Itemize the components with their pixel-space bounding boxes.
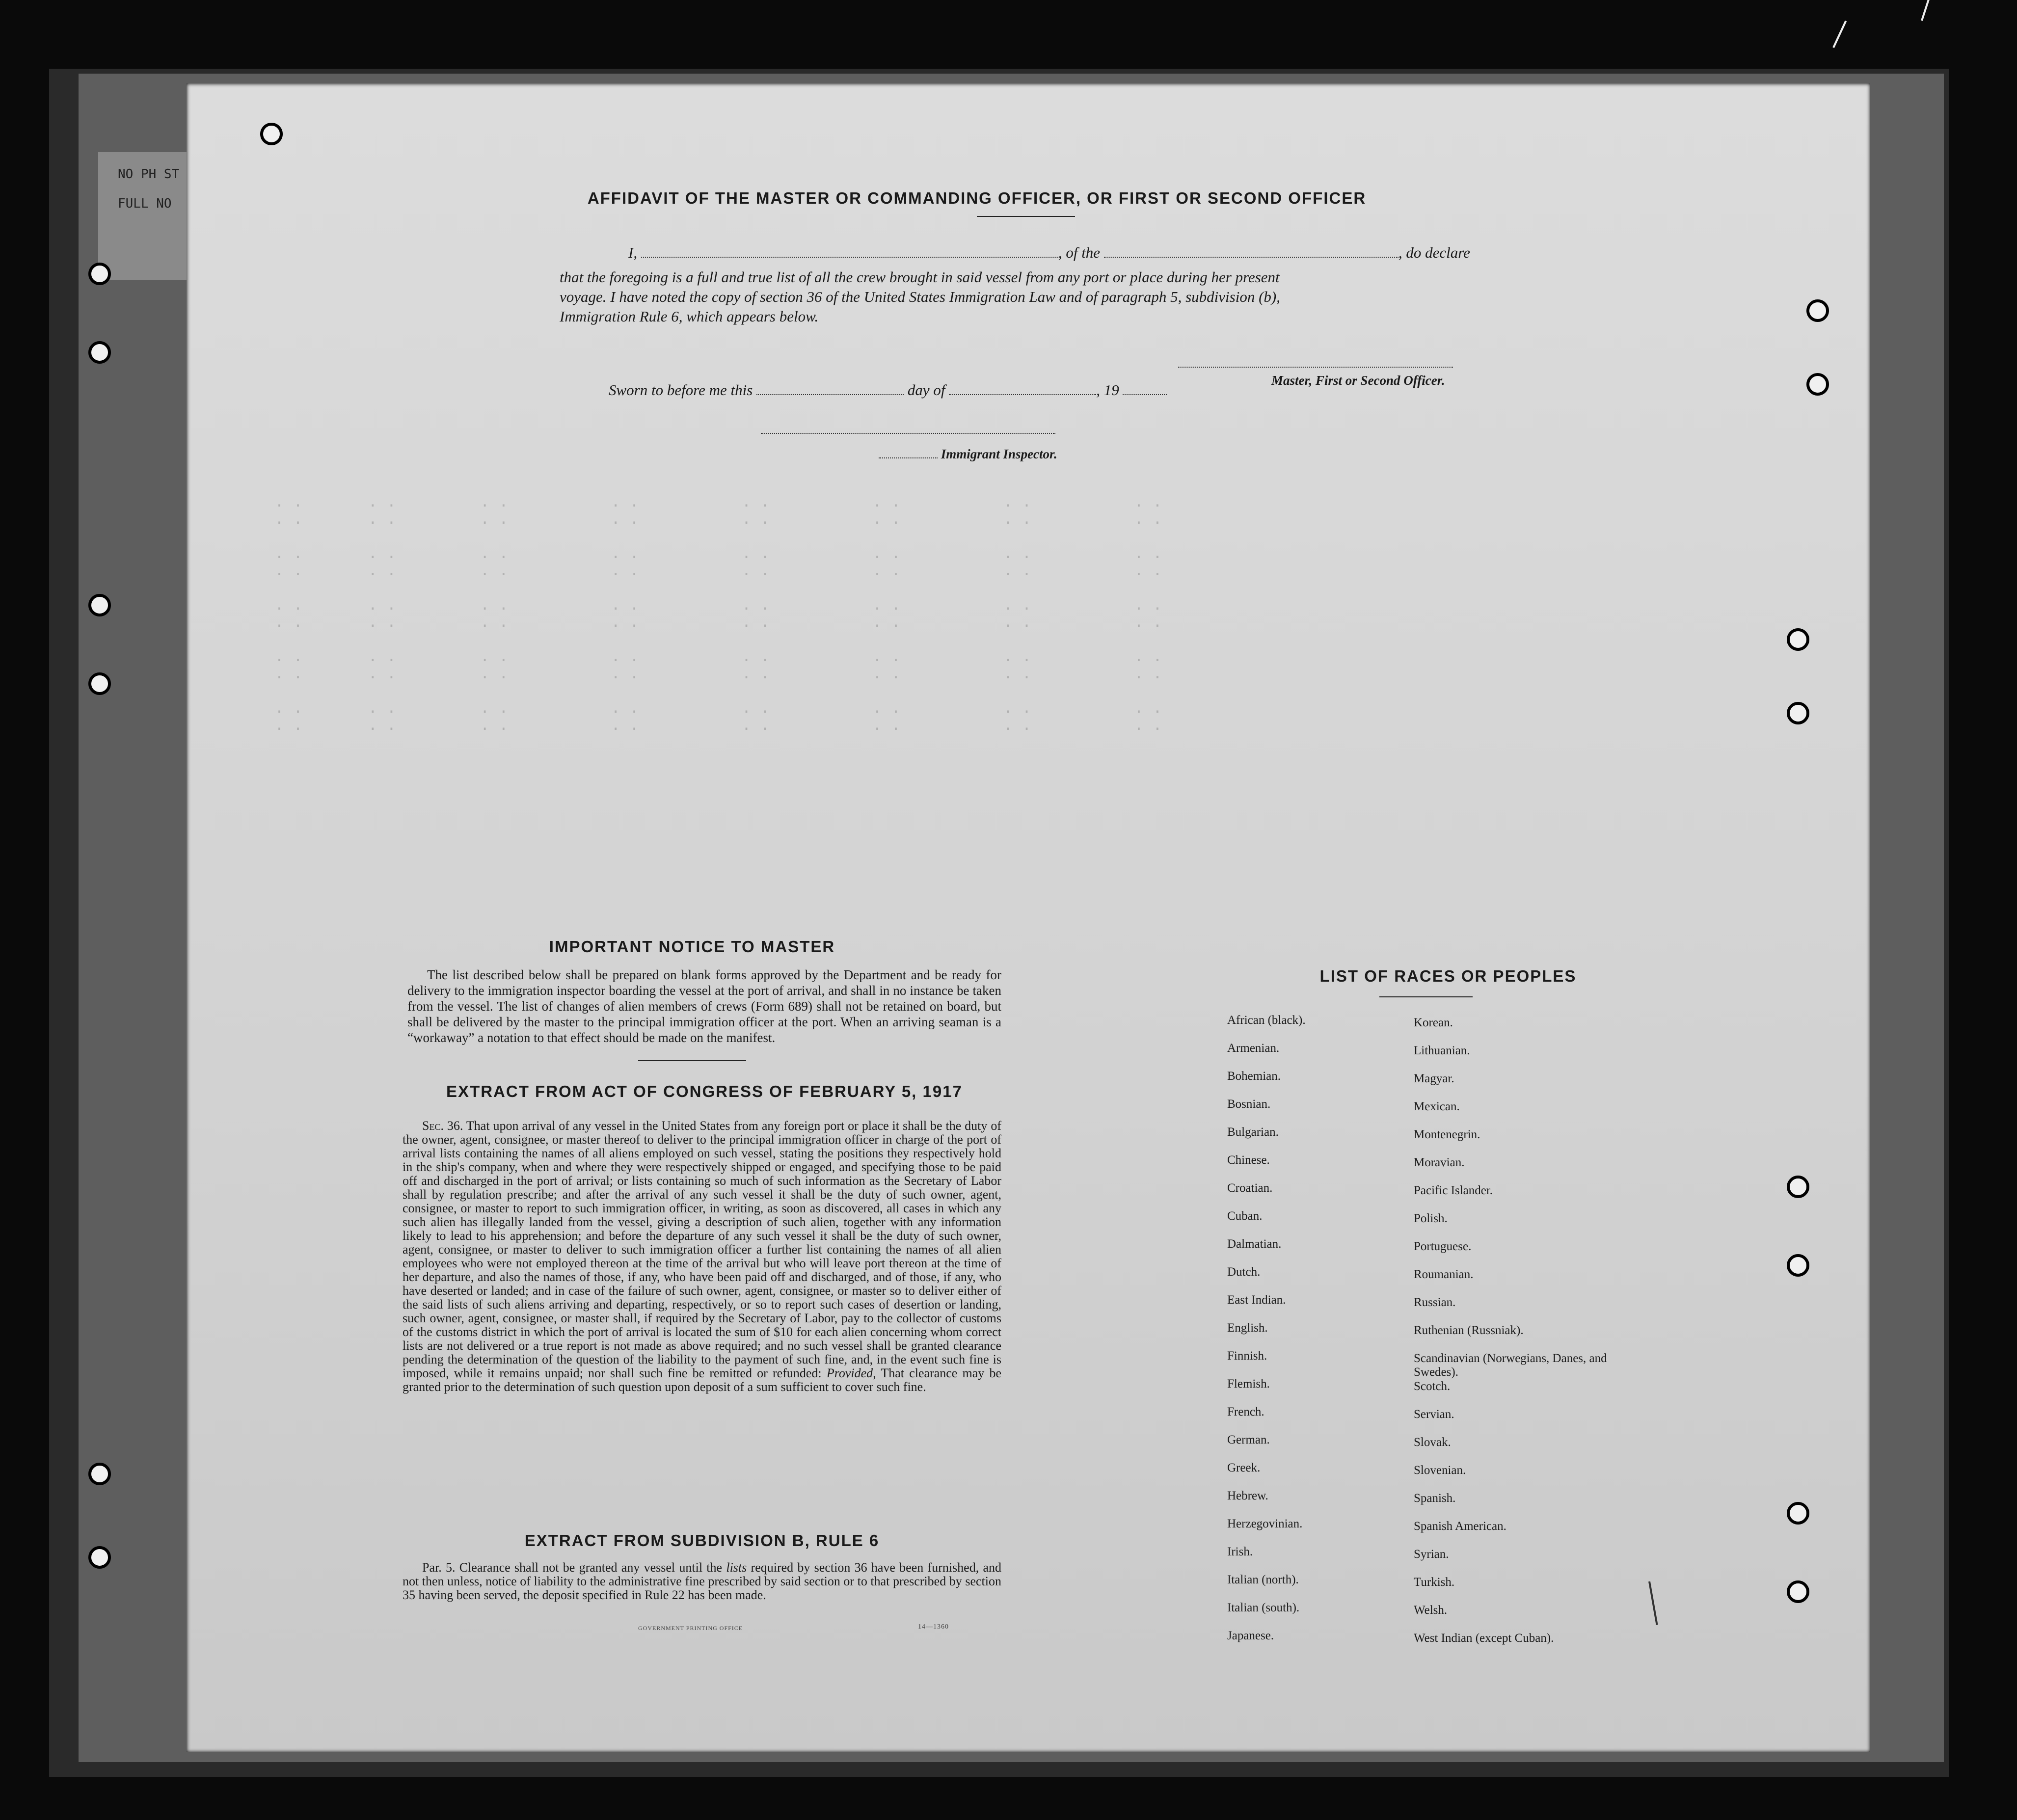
rule-title: EXTRACT FROM SUBDIVISION B, RULE 6 <box>524 1531 880 1550</box>
race-left-item: Cuban. <box>1227 1209 1263 1223</box>
race-right-item: Lithuanian. <box>1414 1044 1470 1057</box>
page-hole <box>1787 628 1809 651</box>
inspector-blank <box>879 447 938 458</box>
race-right-item: Pacific Islander. <box>1414 1184 1493 1197</box>
page-hole <box>1787 1176 1809 1198</box>
inspector-line <box>879 444 1057 464</box>
inspector-signature-line <box>761 432 1055 434</box>
race-right-item: Russian. <box>1414 1296 1456 1309</box>
page-hole <box>260 123 283 145</box>
race-left-item: Greek. <box>1227 1461 1261 1474</box>
binder-hole <box>88 263 111 285</box>
lists-word: lists <box>726 1560 747 1575</box>
race-right-item: Servian. <box>1414 1408 1454 1421</box>
page-hole <box>1787 1254 1809 1277</box>
binder-hole <box>88 594 111 616</box>
act-text <box>403 1119 1001 1394</box>
race-right-item: Roumanian. <box>1414 1268 1474 1281</box>
race-left-item: German. <box>1227 1433 1270 1446</box>
day-of-label: day of <box>907 381 945 399</box>
act-title: EXTRACT FROM ACT OF CONGRESS OF FEBRUARY 5, 1917 <box>446 1082 963 1100</box>
affidavit-line-1 <box>589 243 1679 263</box>
race-left-item: Japanese. <box>1227 1629 1274 1642</box>
races-right-column <box>1414 1016 1625 1659</box>
sworn-day-blank <box>756 383 904 395</box>
page-hole <box>1806 299 1829 322</box>
race-left-item: Croatian. <box>1227 1181 1273 1195</box>
form-number: 14—1360 <box>918 1623 949 1631</box>
race-right-item: Portuguese. <box>1414 1240 1472 1253</box>
inspector-label: Immigrant Inspector. <box>941 447 1057 461</box>
vessel-name-blank <box>1104 246 1398 258</box>
binder-hole <box>88 1463 111 1485</box>
sec-label: Sec. 36. <box>422 1119 463 1133</box>
manifest-back-page <box>187 83 1870 1752</box>
race-left-item: Bulgarian. <box>1227 1125 1279 1139</box>
affidavit-line-2: that the foregoing is a full and true list of all the crew brought in said vessel from any port or place during her present <box>560 268 1280 286</box>
rule-text <box>403 1561 1001 1602</box>
pencil-mark <box>1648 1581 1658 1625</box>
race-left-item: East Indian. <box>1227 1293 1286 1307</box>
race-left-item: Bohemian. <box>1227 1070 1281 1083</box>
tab-label-2: FULL NO <box>118 196 172 211</box>
race-right-item: Polish. <box>1414 1212 1448 1225</box>
race-right-item: Turkish. <box>1414 1576 1455 1589</box>
races-left-column <box>1227 1014 1414 1657</box>
printer-imprint: GOVERNMENT PRINTING OFFICE <box>638 1625 743 1632</box>
race-left-item: Italian (south). <box>1227 1601 1300 1614</box>
race-right-item: Moravian. <box>1414 1156 1465 1169</box>
page-hole <box>1787 702 1809 724</box>
affidavit-title: AFFIDAVIT OF THE MASTER OR COMMANDING OFFICER, OR FIRST OR SECOND OFFICER <box>587 189 1367 207</box>
race-right-item: Welsh. <box>1414 1604 1448 1617</box>
race-left-item: English. <box>1227 1321 1268 1335</box>
race-right-item: Scandinavian (Norwegians, Danes, and Swedes). <box>1414 1352 1607 1379</box>
race-left-item: Dalmatian. <box>1227 1237 1282 1251</box>
do-declare-label: , do declare <box>1398 244 1470 261</box>
race-right-item: Spanish American. <box>1414 1520 1506 1533</box>
sworn-label: Sworn to before me this <box>609 381 753 399</box>
rule-body-start: Par. 5. Clearance shall not be granted any vessel until the <box>422 1560 723 1575</box>
races-title: LIST OF RACES OR PEOPLES <box>1319 967 1577 985</box>
provided-label: Provided, <box>826 1366 876 1380</box>
binder-hole <box>88 672 111 695</box>
race-right-item: Syrian. <box>1414 1548 1449 1561</box>
race-left-item: African (black). <box>1227 1014 1306 1027</box>
race-left-item: Herzegovinian. <box>1227 1517 1303 1530</box>
page-hole <box>1806 373 1829 396</box>
notice-rule <box>638 1060 746 1061</box>
race-right-item: Spanish. <box>1414 1492 1456 1505</box>
race-left-item: Finnish. <box>1227 1349 1267 1363</box>
year-prefix: , 19 <box>1096 381 1119 399</box>
bleed-through: .. .. .. .. .. .. .. .. .. .. .. .. .. .. .. .. .. .. .. .. .. .. .. .. .. .. .. .. .. .. .. .. .. .. .. .. .. .. .. .. .. .. .. .. .. .. .. .. .. .. .. .. .. .. .. .. .. .. .. .. .. .. .. .. .. .. .. .. .. .. .. .. .. .. .. .. .. .. .. .. <box>275 493 1172 734</box>
race-right-item: Ruthenian (Russniak). <box>1414 1324 1524 1337</box>
race-right-item: Montenegrin. <box>1414 1128 1480 1141</box>
races-title-rule <box>1379 996 1473 997</box>
race-right-item: West Indian (except Cuban). <box>1414 1632 1554 1645</box>
affidavit-title-rule <box>977 216 1075 217</box>
race-left-item: Bosnian. <box>1227 1097 1271 1111</box>
film-scratch <box>1832 21 1847 48</box>
master-signature-label: Master, First or Second Officer. <box>1271 373 1445 388</box>
sworn-line <box>609 380 1296 400</box>
race-left-item: Armenian. <box>1227 1042 1280 1055</box>
race-left-item: Italian (north). <box>1227 1573 1299 1586</box>
affidavit-line-4: Immigration Rule 6, which appears below. <box>560 308 819 325</box>
act-body-end: That clearance may be granted prior to the determination of such question upon deposit of a sum sufficient to cover such fine. <box>403 1366 1002 1394</box>
affidavit-line-3: voyage. I have noted the copy of section 36 of the United States Immigration Law and of paragraph 5, subdivision (b), <box>560 288 1280 305</box>
race-left-item: Irish. <box>1227 1545 1253 1558</box>
race-right-item: Mexican. <box>1414 1100 1460 1113</box>
officer-name-blank <box>641 246 1058 258</box>
page-hole <box>1787 1580 1809 1603</box>
tab-label-1: NO PH ST <box>118 167 180 182</box>
rule-body-end: required by section 36 have been furnished, and not then unless, notice of liability to the administrative fine prescribed by said section or to that prescribed by section 35 having been served, the deposit specified in Rule 22 has been made. <box>403 1560 1002 1602</box>
of-the-label: , of the <box>1058 244 1101 261</box>
i-label: I, <box>628 244 638 261</box>
race-right-item: Korean. <box>1414 1016 1453 1029</box>
race-left-item: Dutch. <box>1227 1265 1261 1279</box>
race-left-item: Flemish. <box>1227 1377 1270 1391</box>
race-right-item: Slovenian. <box>1414 1464 1466 1477</box>
race-right-item: Scotch. <box>1414 1380 1451 1393</box>
binder-hole <box>88 341 111 364</box>
race-left-item: Hebrew. <box>1227 1489 1268 1502</box>
sworn-year-blank <box>1123 383 1167 395</box>
notice-text: The list described below shall be prepared on blank forms approved by the Department and be ready for delivery to the immigration inspector boarding the vessel at the port of arrival, and shall in no instance be taken from the vessel. The list of changes of alien members of crews (Form 689) shall not be retained on board, but shall be delivered by the master to the principal immigration officer at the port. When an arriving seaman is a “workaway” a notation to that effect should be made on the manifest. <box>407 967 1001 1045</box>
film-scratch <box>1921 0 1935 21</box>
page-hole <box>1787 1502 1809 1525</box>
race-right-item: Magyar. <box>1414 1072 1454 1085</box>
master-signature-line <box>1178 366 1453 368</box>
race-right-item: Slovak. <box>1414 1436 1451 1449</box>
notice-title: IMPORTANT NOTICE TO MASTER <box>549 937 835 956</box>
act-body: That upon arrival of any vessel in the United States from any foreign port or place it shall be the duty of the owner, agent, consignee, or master thereof to deliver to the principal immigration officer in charge of the port of arrival lists containing the names of all aliens employed on such vessel, stating the positions they respectively hold in the ship's company, when and where they were respectively shipped or engaged, and specifying those to be paid off and discharged in the port of arrival; or lists containing so much of such information as the Secretary of Labor shall by regulation prescribe; and after the arrival of any such vessel it shall be the duty of such owner, agent, consignee, or master to report to such immigration officer, in writing, as soon as discovered, all cases in which any such alien has illegally landed from the vessel, giving a description of such alien, together with any information likely to lead to his apprehension; and before the departure of any such vessel it shall be the duty of such owner, agent, consignee, or master to deliver to such immigration officer a further list containing the names of all alien employees who were not employed thereon at the time of the arrival but who will leave port thereon at the time of her departure, and also the names of those, if any, who have been paid off and discharged, and of those, if any, who have deserted or landed; and in case of the failure of such owner, agent, consignee, or master so to deliver either of the said lists of such aliens arriving and departing, respectively, or so to report such cases of desertion or landing, such owner, agent, consignee, or master shall, if required by the Secretary of Labor, pay to the collector of customs of the customs district in which the port of arrival is located the sum of $10 for each alien concerning whom correct lists are not delivered or a true report is not made as above required; and no such vessel shall be granted clearance pending the determination of the question of the liability to the payment of such fine, and, in the event such fine is imposed, while it remains unpaid; nor shall such fine be remitted or refunded: <box>403 1119 1002 1380</box>
race-left-item: Chinese. <box>1227 1153 1270 1167</box>
binder-hole <box>88 1546 111 1569</box>
race-left-item: French. <box>1227 1405 1264 1419</box>
left-tab <box>98 152 187 280</box>
sworn-month-blank <box>949 383 1096 395</box>
